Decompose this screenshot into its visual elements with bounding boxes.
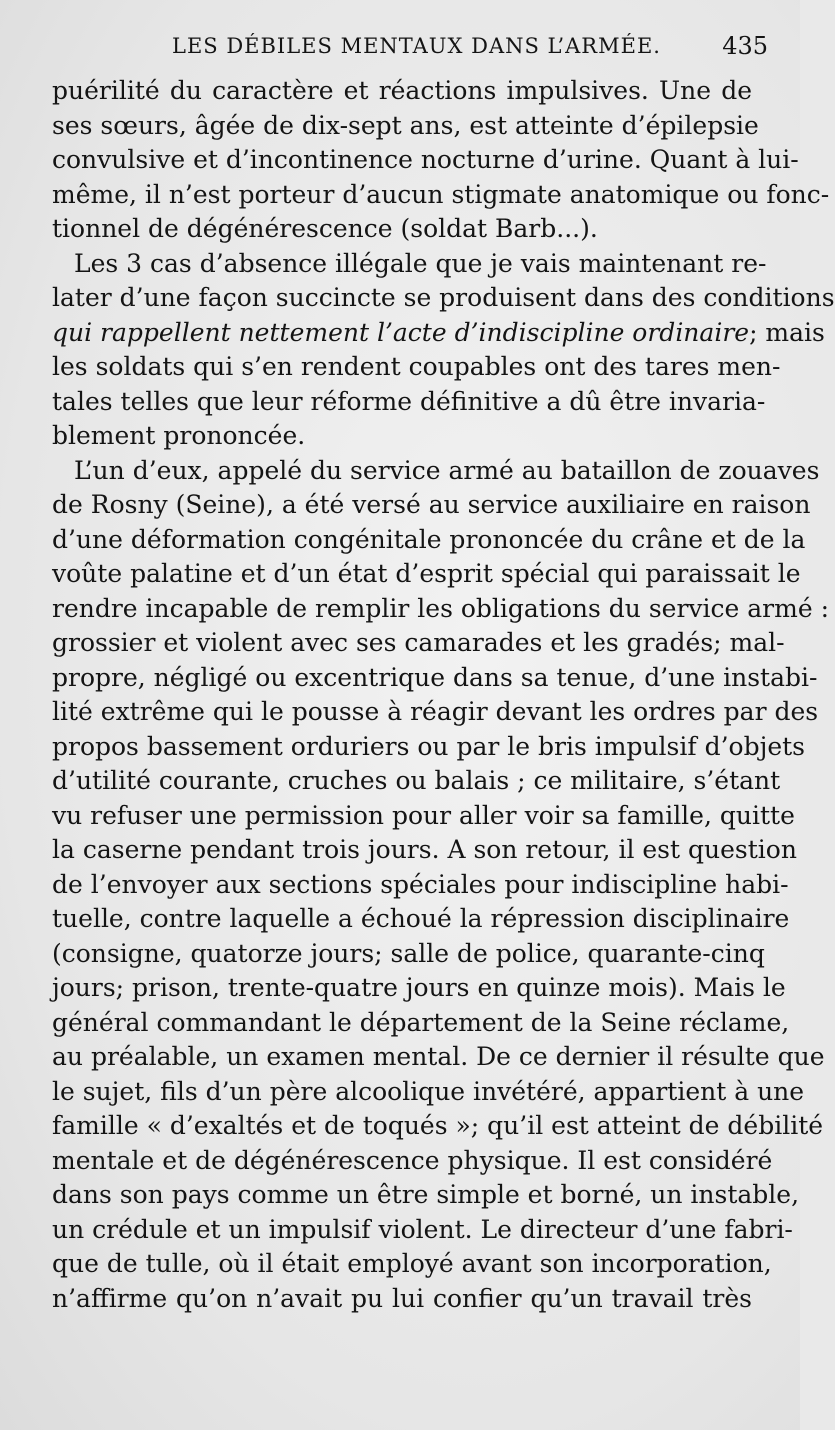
- text-line: puérilité du caractère et réactions impulsives. Une de: [52, 76, 752, 105]
- text-line: propre, négligé ou excentrique dans sa tenue, d’une instabi-: [52, 662, 818, 692]
- text-line: tales telles que leur réforme définitive a dû être invaria-: [52, 386, 766, 416]
- text-fragment: ; mais: [749, 317, 825, 347]
- running-title: LES DÉBILES MENTAUX DANS L’ARMÉE.: [172, 34, 661, 58]
- text-line: propos bassement orduriers ou par le bris impulsif d’objets: [52, 731, 805, 761]
- text-line: (consigne, quatorze jours; salle de police, quarante-cinq: [52, 938, 765, 968]
- text-line: dans son pays comme un être simple et borné, un instable,: [52, 1180, 800, 1209]
- text-line: grossier et violent avec ses camarades et les gradés; mal-: [52, 628, 785, 657]
- text-line: ses sœurs, âgée de dix-sept ans, est atteinte d’épilepsie: [52, 110, 759, 140]
- text-line: les soldats qui s’en rendent coupables ont des tares men-: [52, 352, 781, 381]
- text-line: un crédule et un impulsif violent. Le directeur d’une fabri-: [52, 1214, 793, 1244]
- text-line: la caserne pendant trois jours. A son retour, il est question: [52, 835, 797, 864]
- text-line-italic: [52, 316, 825, 351]
- text-line: de l’envoyer aux sections spéciales pour indiscipline habi-: [52, 869, 789, 899]
- text-line: même, il n’est porteur d’aucun stigmate anatomique ou fonc-: [52, 179, 830, 209]
- text-line: Les 3 cas d’absence illégale que je vais maintenant re-: [74, 248, 767, 278]
- text-line: au préalable, un examen mental. De ce dernier il résulte que: [52, 1042, 825, 1071]
- text-line: convulsive et d’incontinence nocturne d’urine. Quant à lui-: [52, 145, 799, 174]
- italic-phrase: qui rappellent nettement l’acte d’indiscipline ordinaire: [52, 317, 750, 347]
- text-line: de Rosny (Seine), a été versé au service auxiliaire en raison: [52, 490, 811, 519]
- page-header: [52, 32, 770, 72]
- text-line: later d’une façon succincte se produisent dans des conditions: [52, 283, 835, 312]
- text-line: le sujet, fils d’un père alcoolique invétéré, appartient à une: [52, 1076, 805, 1106]
- text-line: famille « d’exaltés et de toqués »; qu’il est atteint de débilité: [52, 1111, 824, 1140]
- text-line: tuelle, contre laquelle a échoué la répression disciplinaire: [52, 904, 790, 933]
- text-line: tionnel de dégénérescence (soldat Barb...).: [52, 214, 598, 243]
- text-line: d’une déformation congénitale prononcée du crâne et de la: [52, 524, 806, 554]
- text-line: blement prononcée.: [52, 421, 306, 450]
- body-text: [52, 74, 835, 1316]
- text-line: voûte palatine et d’un état d’esprit spécial qui paraissait le: [52, 559, 801, 588]
- text-line: vu refuser une permission pour aller voir sa famille, quitte: [52, 800, 795, 830]
- text-line: général commandant le département de la Seine réclame,: [52, 1007, 790, 1037]
- text-line: que de tulle, où il était employé avant son incorporation,: [52, 1249, 772, 1278]
- text-line: rendre incapable de remplir les obligations du service armé :: [52, 593, 829, 623]
- page-number: 435: [722, 32, 768, 60]
- text-line: jours; prison, trente-quatre jours en quinze mois). Mais le: [52, 973, 786, 1002]
- text-line: lité extrême qui le pousse à réagir devant les ordres par des: [52, 697, 819, 726]
- text-line: n’affirme qu’on n’avait pu lui confier qu’un travail très: [52, 1283, 752, 1313]
- text-line: mentale et de dégénérescence physique. Il est considéré: [52, 1145, 773, 1175]
- text-line: d’utilité courante, cruches ou balais ; ce militaire, s’étant: [52, 766, 781, 795]
- text-line: L’un d’eux, appelé du service armé au bataillon de zouaves: [74, 455, 820, 485]
